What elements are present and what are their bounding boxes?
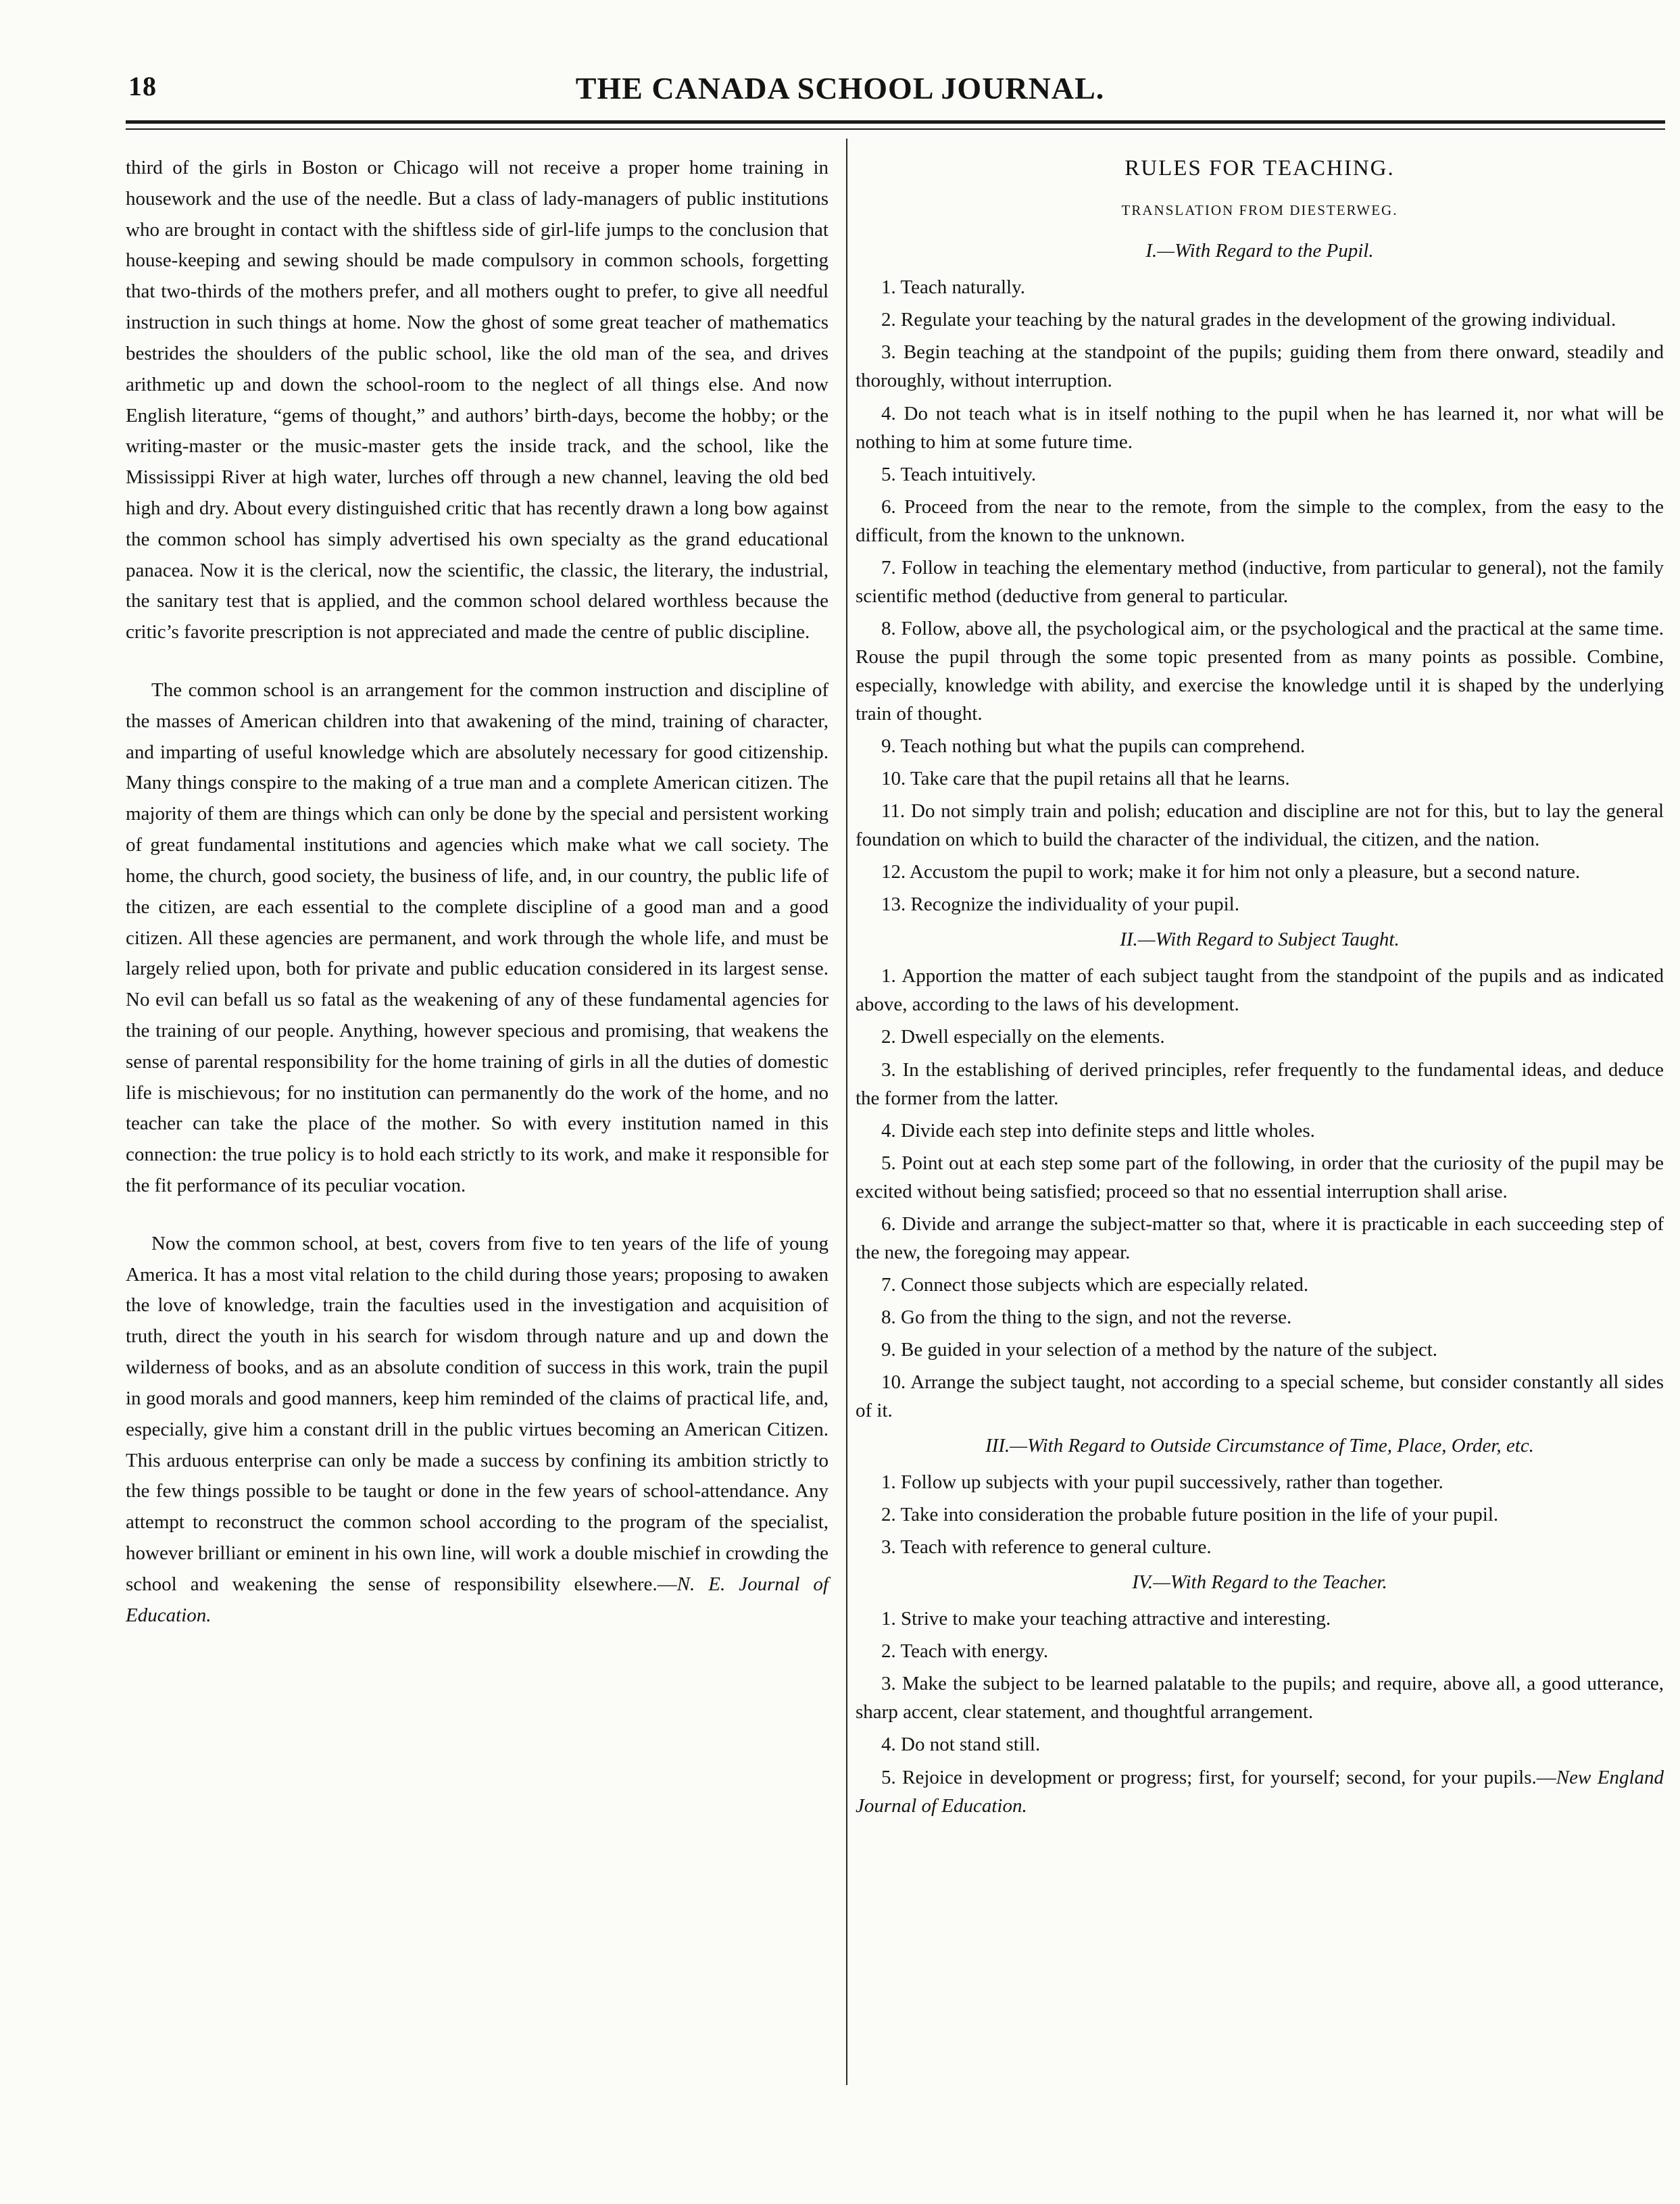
rule-item [856, 338, 1664, 395]
source-citation: N. E. Journal of Education. [126, 1573, 829, 1626]
section-heading: II.—With Regard to Subject Taught. [1120, 929, 1400, 951]
rule-item [856, 1763, 1664, 1820]
rule-text: Connect those subjects which are especially related. [901, 1273, 1309, 1296]
rule-text: Teach intuitively. [900, 463, 1037, 485]
rule-text: Divide and arrange the subject-matter so that, where it is practicable in each succeeding step of the new, the foregoing may appear. [856, 1213, 1664, 1263]
rule-item [856, 399, 1664, 456]
rule-number: 10. [881, 768, 906, 790]
column-divider [846, 139, 847, 2085]
rule-text: Do not stand still. [901, 1734, 1041, 1756]
rule-number: 10. [881, 1371, 906, 1393]
rule-number: 3. [881, 1058, 896, 1081]
article-paragraph [126, 1229, 829, 1632]
rule-item [856, 1468, 1664, 1496]
rule-text: Teach naturally. [900, 276, 1025, 299]
rule-item [856, 273, 1664, 301]
rule-number: 2. [881, 1640, 896, 1663]
rule-item [856, 493, 1664, 549]
rule-text: Teach nothing but what the pupils can comprehend. [900, 735, 1306, 758]
rule-text: In the establishing of derived principles, refer frequently to the fundamental ideas, and deduce the former from the latter. [856, 1058, 1664, 1109]
rule-item [856, 858, 1664, 886]
rule-item [856, 732, 1664, 760]
rule-number: 1. [881, 1608, 896, 1630]
page-number: 18 [128, 71, 157, 101]
section-heading: IV.—With Regard to the Teacher. [1132, 1571, 1387, 1594]
rule-number: 13. [881, 893, 906, 916]
rule-text: Strive to make your teaching attractive and interesting. [901, 1608, 1331, 1630]
rule-text: Recognize the individuality of your pupil. [910, 893, 1239, 916]
rules-list [856, 962, 1664, 1425]
rule-number: 2. [881, 309, 896, 331]
rule-item [856, 1605, 1664, 1633]
rule-text: Take care that the pupil retains all that he learns. [910, 768, 1290, 790]
rule-text: Do not teach what is in itself nothing to the pupil when he has learned it, nor what will be nothing to him at some future time. [856, 402, 1664, 453]
rule-number: 4. [881, 1119, 896, 1142]
rule-text: Take into consideration the probable future position in the life of your pupil. [900, 1504, 1499, 1526]
section-heading: III.—With Regard to Outside Circumstance of Time, Place, Order, etc. [985, 1435, 1534, 1457]
rule-text: Do not simply train and polish; education and discipline are not for this, but to lay the general foundation on which to build the character of the individual, the citizen, and the nation. [856, 800, 1664, 851]
rules-list [856, 273, 1664, 919]
rule-item [856, 1368, 1664, 1425]
right-column [856, 153, 1664, 1827]
rule-text: Follow in teaching the elementary method (inductive, from particular to general), not the family scientific method (deductive from general to particular. [856, 556, 1664, 607]
rule-number: 2. [881, 1026, 896, 1048]
rule-number: 6. [881, 1213, 896, 1235]
rule-number: 1. [881, 965, 896, 987]
rule-item [856, 460, 1664, 489]
rule-text: Point out at each step some part of the following, in order that the curiosity of the pupil may be excited without being satisfied; proceed so that no essential interruption shall arise. [856, 1152, 1664, 1202]
rule-text: Follow, above all, the psychological aim, or the psychological and the practical at the same time. Rouse the pupil through the some topic presented from as many points as possible. Combine, especially, knowledge with ability, and exercise the knowledge until it is shaped by the underlying train of thought. [856, 617, 1664, 725]
rule-text: Apportion the matter of each subject taught from the standpoint of the pupils and as indicated above, according to the laws of his development. [856, 965, 1664, 1016]
rule-number: 7. [881, 1273, 896, 1296]
rule-number: 9. [881, 735, 896, 758]
article-title: RULES FOR TEACHING. [1125, 156, 1395, 180]
rule-text: Follow up subjects with your pupil successively, rather than together. [901, 1471, 1443, 1494]
rule-text: Teach with energy. [900, 1640, 1049, 1663]
rule-item [856, 1117, 1664, 1145]
rule-item [856, 764, 1664, 793]
rule-text: Make the subject to be learned palatable to the pupils; and require, above all, a good utterance, sharp accent, clear statement, and thoughtful arrangement. [856, 1673, 1664, 1723]
rule-number: 4. [881, 1734, 896, 1756]
rule-number: 3. [881, 1536, 896, 1559]
paragraph-text: Now the common school, at best, covers from five to ten years of the life of young America. It has a most vital relation to the child during those years; proposing to awaken the love of knowledge, train the faculties used in the investigation and acquisition of truth, direct the youth in his search for wisdom through nature and up and down the wilderness of books, and as an absolute condition of success in this work, train the pupil in good morals and good manners, keep him reminded of the claims of practical life, and, especially, give him a constant drill in the public virtues becoming an American Citizen. This arduous enterprise can only be made a success by confining its ambition strictly to the few things possible to be taught or done in the few years of school-attendance. Any attempt to reconstruct the common school according to the program of the specialist, however brilliant or eminent in his own line, will work a double mischief in crowding the school and weakening the sense of responsibility elsewhere.— [126, 1232, 829, 1595]
rule-item [856, 1730, 1664, 1759]
rule-number: 3. [881, 1673, 896, 1695]
journal-title: THE CANADA SCHOOL JOURNAL. [575, 71, 1105, 105]
rule-number: 7. [881, 556, 896, 579]
rule-item [856, 797, 1664, 854]
article-paragraph: third of the girls in Boston or Chicago will not receive a proper home training in housework and the use of the needle. But a class of lady-managers of public institutions who are brought in contact with the shiftless side of girl-life jumps to the conclusion that house-keeping and sewing should be made compulsory in common schools, forgetting that two-thirds of the mothers prefer, and all mothers ought to prefer, to give all needful instruction in such things at home. Now the ghost of some great teacher of mathematics bestrides the shoulders of the public school, like the old man of the sea, and drives arithmetic up and down the school-room to the neglect of all things else. And now English literature, “gems of thought,” and authors’ birth-days, become the hobby; or the writing-master or the music-master gets the inside track, and the school, like the Mississippi River at high water, lurches off through a new channel, leaving the old bed high and dry. About every distinguished critic that has recently drawn a long bow against the common school has simply advertised his own specialty as the grand educational panacea. Now it is the clerical, now the scientific, the classic, the literary, the industrial, the sanitary test that is applied, and the common school delared worthless because the critic’s favorite prescription is not appreciated and made the centre of public discipline. [126, 157, 829, 643]
rule-item [856, 1210, 1664, 1267]
rules-container [856, 237, 1664, 1819]
translation-note: TRANSLATION FROM DIESTERWEG. [1121, 201, 1398, 218]
rule-item [856, 1637, 1664, 1665]
rule-text: Accustom the pupil to work; make it for him not only a pleasure, but a second nature. [909, 861, 1581, 883]
rule-number: 4. [881, 402, 896, 424]
rule-number: 6. [881, 495, 896, 518]
rule-number: 8. [881, 617, 896, 639]
rule-number: 9. [881, 1338, 896, 1361]
section-heading: I.—With Regard to the Pupil. [1145, 240, 1374, 262]
source-citation: New England Journal of Education. [856, 1766, 1664, 1817]
rule-text: Begin teaching at the standpoint of the pupils; guiding them from there onward, steadily and thoroughly, without interruption. [856, 341, 1664, 392]
left-column [126, 153, 829, 1631]
rule-item [856, 1023, 1664, 1051]
rules-list [856, 1605, 1664, 1819]
rule-number: 5. [881, 463, 896, 485]
rule-text: Regulate your teaching by the natural grades in the development of the growing individual. [901, 309, 1616, 331]
rule-item [856, 890, 1664, 919]
rule-number: 2. [881, 1504, 896, 1526]
rule-item [856, 1149, 1664, 1206]
rule-text: Divide each step into definite steps and little wholes. [901, 1119, 1315, 1142]
rule-item [856, 614, 1664, 728]
header-rule-thin [126, 128, 1665, 130]
rule-text: Dwell especially on the elements. [901, 1026, 1165, 1048]
rule-item [856, 1271, 1664, 1299]
rule-item [856, 1533, 1664, 1561]
rule-item [856, 1669, 1664, 1726]
rule-item [856, 1303, 1664, 1331]
rule-number: 1. [881, 1471, 896, 1494]
rule-number: 3. [881, 341, 896, 364]
rule-item [856, 305, 1664, 334]
rule-text: Be guided in your selection of a method by the nature of the subject. [901, 1338, 1438, 1361]
rule-number: 5. [881, 1766, 896, 1788]
rules-list [856, 1468, 1664, 1561]
rule-text: Teach with reference to general culture. [900, 1536, 1212, 1559]
rule-item [856, 962, 1664, 1019]
rule-item [856, 1336, 1664, 1364]
rule-number: 12. [881, 861, 906, 883]
rule-text: Go from the thing to the sign, and not the reverse. [901, 1306, 1292, 1328]
rule-item [856, 1500, 1664, 1529]
rule-item [856, 554, 1664, 610]
header-rule-thick [126, 120, 1665, 124]
rule-text: Proceed from the near to the remote, from the simple to the complex, from the easy to the difficult, from the known to the unknown. [856, 495, 1664, 546]
rule-number: 1. [881, 276, 896, 299]
article-paragraph: The common school is an arrangement for the common instruction and discipline of the masses of American children into that awakening of the mind, training of character, and imparting of useful knowledge which are absolutely necessary for good citizenship. Many things conspire to the making of a true man and a complete American citizen. The majority of them are things which can only be done by the special and persistent working of great fundamental institutions and agencies which make what we call society. The home, the church, good society, the business of life, and, in our country, the public life of the citizen, are each essential to the complete discipline of a good man and a good citizen. All these agencies are permanent, and work through the whole life, and must be largely relied upon, both for private and public education considered in its largest sense. No evil can befall us so fatal as the weakening of any of these fundamental agencies for the training of our people. Anything, however specious and promising, that weakens the sense of parental responsibility for the home training of girls in all the duties of domestic life is mischievous; for no institution can permanently do the work of the home, and no teacher can take the place of the mother. So with every institution named in this connection: the true policy is to hold each strictly to its work, and make it responsible for the fit performance of its peculiar vocation. [126, 679, 829, 1196]
rule-text: Arrange the subject taught, not according to a special scheme, but consider constantly all sides of it. [856, 1371, 1664, 1422]
rule-number: 8. [881, 1306, 896, 1328]
rule-number: 5. [881, 1152, 896, 1174]
rule-text: Rejoice in development or progress; first, for yourself; second, for your pupils.— [902, 1766, 1556, 1788]
rule-item [856, 1056, 1664, 1112]
rule-number: 11. [881, 800, 906, 823]
